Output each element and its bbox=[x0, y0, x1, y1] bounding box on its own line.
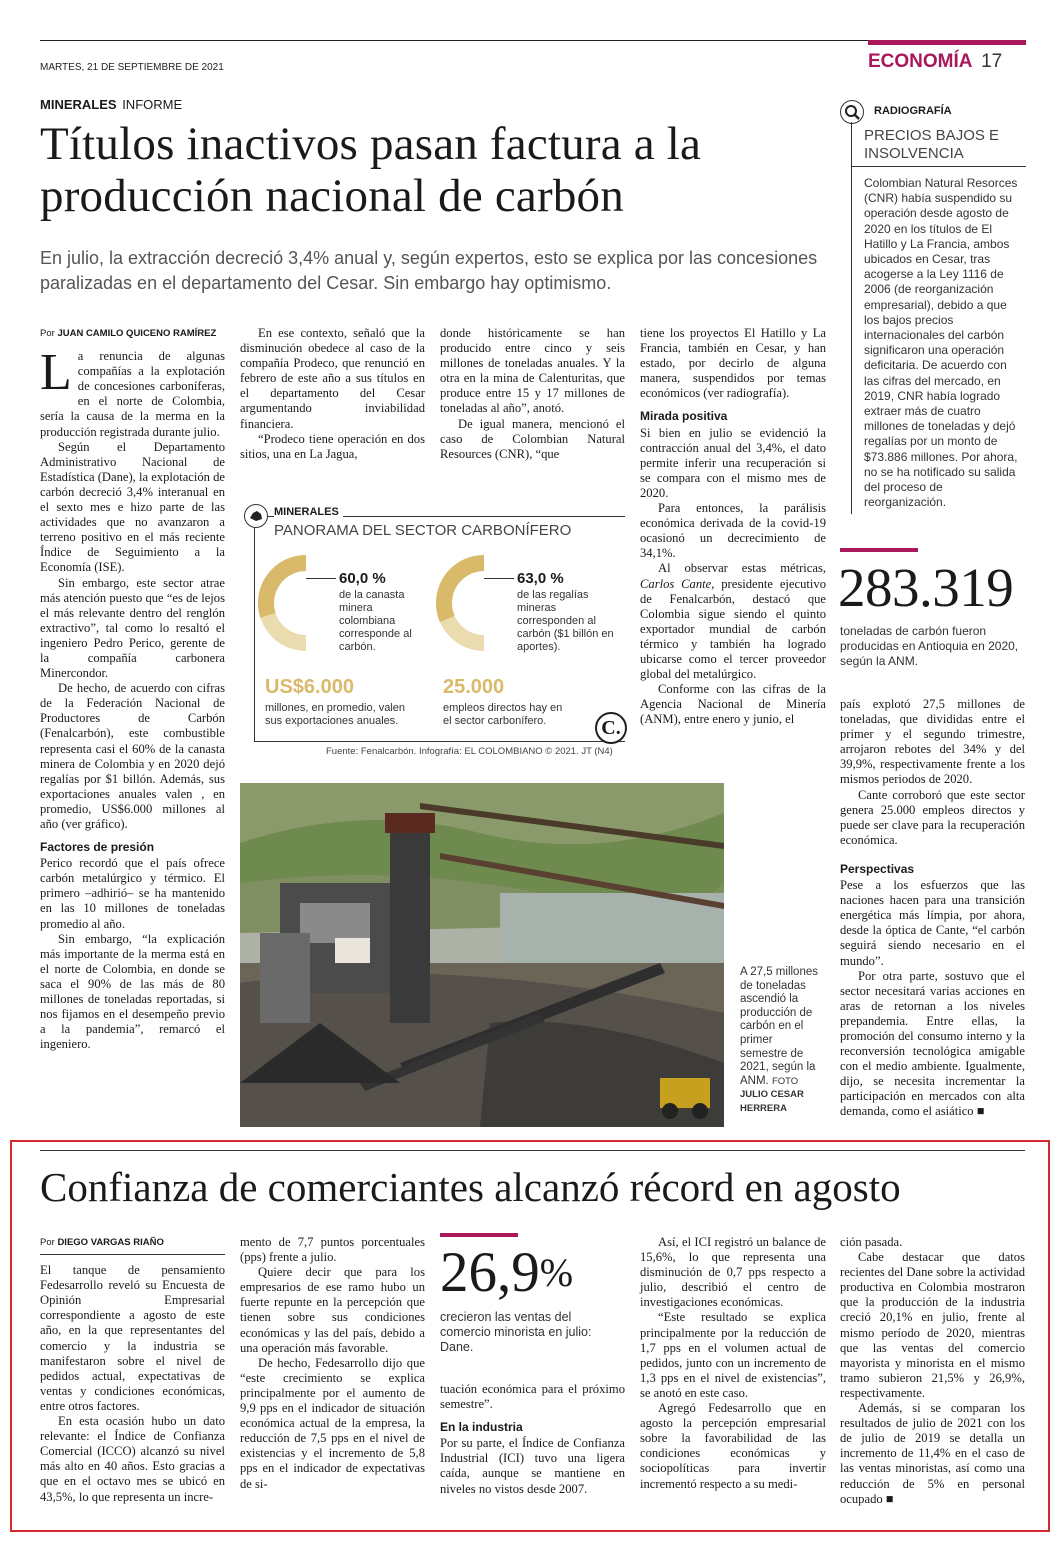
infographic-kicker: MINERALES bbox=[274, 506, 343, 518]
logo-text: C. bbox=[601, 717, 621, 739]
article-column-1 bbox=[40, 1235, 225, 1505]
paragraph: El tanque de pensamiento Fedesarrollo reveló su Encuesta de Opinión Empresarial correspondiente a agosto de este año, en la que representantes del comercio y la industria se manifestaron sobre el nivel de pedidos actual, expectativas de ventas y condiciones económicas, entre otros factores. bbox=[40, 1263, 225, 1413]
paragraph: Sin embargo, “la explicación más importante de la merma está en el norte de Colombia, en donde se saca el 90% de las más de 80 millones de toneladas reportadas, si nos fijamos en el desempeño previo a la pandemia”, remarcó el ingeniero. bbox=[40, 931, 225, 1052]
paragraph: De hecho, Fedesarrollo dijo que “este crecimiento se explica principalmente por el aumento de 9,9 pps en el indicador de situación económica actual de la empresa, la reducción de 7,5 pps en el nivel de existencias y el incremento de 5,8 pps en el indicador de expectativas de si- bbox=[240, 1355, 425, 1491]
section-name: ECONOMÍA bbox=[868, 51, 972, 72]
byline bbox=[40, 326, 225, 341]
title-underline bbox=[851, 166, 1026, 167]
paragraph: Para entonces, la parálisis económica derivada de la covid-19 ocasionó un decrecimiento de 34,1%. bbox=[640, 501, 826, 561]
paragraph: ción pasada. bbox=[840, 1235, 903, 1249]
article-column-4 bbox=[640, 1235, 826, 1492]
pointer-line bbox=[484, 578, 514, 579]
article-column-5 bbox=[840, 1235, 1025, 1507]
person-name: Carlos Cante bbox=[640, 576, 712, 591]
subhead: Perspectivas bbox=[840, 861, 915, 876]
article-column-2 bbox=[240, 326, 425, 462]
stat-text: de la canasta minera colombiana corresponde al carbón. bbox=[339, 589, 412, 653]
caption-foto-label: FOTO bbox=[771, 1075, 799, 1087]
paragraph: Cante corroboró que este sector genera 25.000 empleos directos y puede ser clave para la recuperación económica. bbox=[840, 787, 1025, 847]
byline-prefix: Por bbox=[40, 1237, 55, 1248]
byline bbox=[40, 1235, 225, 1250]
drop-cap: L bbox=[40, 344, 72, 402]
photo-credit: JULIO CESAR HERRERA bbox=[740, 1089, 804, 1114]
text: Al observar estas métricas, bbox=[658, 561, 826, 576]
text: , presidente ejecutivo de Fenalcarbón, destacó que Colombia sigue siendo el quinto exportador mundial de carbón térmico y también ha logrado ubicarse como el tercer proveedor global del metalúrgico. bbox=[640, 576, 826, 682]
section-tab-bar bbox=[868, 40, 1026, 45]
publisher-logo bbox=[595, 712, 627, 744]
stat-text: empleos directos hay en el sector carbonífero. bbox=[443, 702, 563, 727]
magnifier-icon bbox=[840, 100, 864, 124]
photo-caption bbox=[740, 966, 818, 1116]
paragraph: Si bien en julio se evidenció la contracción anual del 3,4%, el dato permite inferir una recuperación si se compara con el mismo mes de 2020. bbox=[640, 425, 826, 500]
paragraph: Por otra parte, sostuvo que el sector necesitará varias acciones en aras de retornan a los niveles prepandemia. Entre ellas, la promoción del consumo interno y la reconversión tecnológica amigable con el medio ambiente. Igualmente, dijo, se necesita incrementar la participación en mercados con alta demanda, como el asiático ■ bbox=[840, 968, 1025, 1119]
paragraph: Así, el ICI registró un balance de 15,6%, lo que representa una disminución de 0,7 pps respecto a julio, describió el centro de investigaciones económicas. bbox=[640, 1235, 826, 1310]
paragraph bbox=[40, 344, 225, 440]
article-column-4 bbox=[640, 326, 826, 727]
paragraph: donde históricamente se han producido entre cinco y seis millones de toneladas anuales. Y la otra en la mina de Calenturitas, que produce entre 15 y 17 millones de toneladas al año”, anotó. bbox=[440, 326, 625, 416]
paragraph: En esta ocasión hubo un dato relevante: el Índice de Confianza Comercial (ICCO) alcanzó su nivel más alto en 40 años. Esto gracias a que en el octavo mes se ubicó en 43,5%, lo que representa un incre- bbox=[40, 1414, 225, 1504]
paragraph: Sin embargo, este sector atrae más atención puesto que “es de lejos el más relevante dentro del renglón extractivo”, tal como lo resaltó el ingeniero Pedro Perico, gerente de la compañía carbonera Minercondor. bbox=[40, 575, 225, 681]
donut-fill bbox=[266, 563, 306, 615]
subhead: Factores de presión bbox=[40, 840, 155, 855]
donut-chart-1 bbox=[248, 548, 338, 658]
stat-number bbox=[440, 1243, 573, 1303]
donut-chart-2 bbox=[426, 548, 516, 658]
byline-author: JUAN CAMILO QUICENO RAMÍREZ bbox=[57, 328, 217, 339]
paragraph: tuación económica para el próximo semestre”. bbox=[440, 1382, 625, 1412]
stat-text: de las regalías mineras corresponden al carbón ($1 billón en aportes). bbox=[517, 589, 614, 653]
callout-accent-bar bbox=[840, 548, 918, 552]
article-headline: Confianza de comerciantes alcanzó récord en agosto bbox=[40, 1164, 901, 1210]
article-column-5 bbox=[840, 697, 1025, 1120]
article-column-3 bbox=[440, 1382, 625, 1497]
coal-icon bbox=[244, 504, 268, 528]
paragraph: “Prodeco tiene operación en dos sitios, una en La Jagua, bbox=[240, 431, 425, 461]
paragraph: Conforme con las cifras de la Agencia Nacional de Minería (ANM), entre enero y junio, el bbox=[640, 682, 826, 727]
paragraph: Cabe destacar que datos recientes del Dane sobre la actividad productiva en Colombia mostraron que la producción de la industria creció 20,1% en julio, frente al mismo período de 2020, mientras que las ventas del comercio mayorista y minorista en el mismo tramo subieron 21,5% y 26,9%, respectivamente. bbox=[840, 1250, 1025, 1400]
page-number: 17 bbox=[981, 51, 1003, 72]
paragraph: Pese a los esfuerzos que las naciones hacen para una transición energética más límpia, por ahora, desde la óptica de Cante, “el carbón seguirá siendo necesario en el mundo”. bbox=[840, 878, 1025, 968]
stat-text: millones, en promedio, valen sus exportaciones anuales. bbox=[265, 702, 406, 727]
section-label bbox=[868, 51, 1002, 73]
caption-text: A 27,5 millones de toneladas ascendió la producción de carbón en el primer semestre de 2021, según la ANM. bbox=[740, 966, 818, 1087]
stat-percent: 60,0 % bbox=[339, 570, 386, 587]
kicker bbox=[40, 97, 182, 112]
paragraph: tiene los proyectos El Hatillo y La Francia, también en Cesar, y han estado, por decirlo de alguna manera, suspendidos por temas económicos (ver radiografía). bbox=[640, 326, 826, 401]
paragraph-text: a renuncia de algunas compañías a la explotación de concesiones carboníferas, en el norte de Colombia, sería la causa de la merma en la producción registrada durante julio. bbox=[40, 349, 225, 439]
coal-mine-photo bbox=[240, 783, 724, 1127]
callout-number: 283.319 bbox=[838, 557, 1014, 618]
issue-date: MARTES, 21 DE SEPTIEMBRE DE 2021 bbox=[40, 62, 224, 73]
byline-rule bbox=[40, 1254, 225, 1255]
pointer-line bbox=[306, 578, 336, 579]
paragraph: En ese contexto, señaló que la disminución obedece al caso de la compañía Prodeco, que renunció en febrero de este año a sus títulos en el departamento del Cesar argumentando inviabilidad financiera. bbox=[240, 326, 425, 431]
kicker-bold: MINERALES bbox=[40, 97, 117, 112]
infographic-source: Fuente: Fenalcarbón. Infografía: EL COLOMBIANO © 2021. JT (N4) bbox=[326, 746, 613, 757]
article-headline: Títulos inactivos pasan factura a la producción nacional de carbón bbox=[40, 118, 702, 222]
byline-author: DIEGO VARGAS RIAÑO bbox=[57, 1237, 164, 1248]
radiografia-label: RADIOGRAFÍA bbox=[874, 105, 952, 117]
paragraph: país explotó 27,5 millones de toneladas, que divididas entre el primer y el segundo trimestre, arrojaron rebotes del 34% y del 39,9%, respectivamente frente a los mismos periodos de 2020. bbox=[840, 697, 1025, 787]
infographic-title: PANORAMA DEL SECTOR CARBONÍFERO bbox=[274, 522, 572, 539]
article-divider bbox=[40, 1150, 1025, 1151]
subhead: En la industria bbox=[440, 1420, 523, 1435]
callout-text: toneladas de carbón fueron producidas en Antioquia en 2020, según la ANM. bbox=[840, 624, 1019, 668]
subhead: Mirada positiva bbox=[640, 409, 728, 424]
infographic bbox=[240, 496, 625, 766]
radiografia-title: PRECIOS BAJOS E INSOLVENCIA bbox=[864, 127, 1000, 162]
paragraph: Según el Departamento Administrativo Nacional de Estadística (Dane), la explotación de carbón decreció 3,4% interanual en el sexto mes e hizo parte de las actividades que no avanzaron a terreno positivo en el más reciente Índice de Seguimiento a la Economía (ISE). bbox=[40, 439, 225, 575]
photo-illustration bbox=[240, 783, 724, 1127]
radiografia-text: Colombian Natural Resorces (CNR) había suspendido su operación desde agosto de 2020 en los títulos de El Hatillo y La Francia, ambos ubicados en Cesar, tras acogerse a la Ley 1116 de 2006 (de reorganización empresarial), debido a que los bajos precios internacionales del carbón significaron una operación deficitaria. De acuerdo con las cifras del mercado, en 2019, CNR había logrado extraer más de cuatro millones de toneladas y dejó regalías por un monto de $73.886 millones. Por ahora, no se ha notificado su salida del proceso de reorganización. bbox=[864, 176, 1018, 510]
paragraph: Perico recordó que el país ofrece carbón metalúrgico y térmico. El primero –adhirió– se ha mantenido en las 10 millones de toneladas promedio al año. bbox=[40, 856, 225, 931]
paragraph: Por su parte, el Índice de Confianza Industrial (ICI) tuvo una ligera caída, aunque se mantiene en niveles no vistos desde 2007. bbox=[440, 1436, 625, 1496]
stat-value: 26,9 bbox=[440, 1241, 540, 1304]
paragraph: De igual manera, mencionó el caso de Colombian Natural Resources (CNR), “que bbox=[440, 416, 625, 461]
stat-unit: % bbox=[539, 1250, 574, 1295]
sidebar-vertical-rule bbox=[851, 122, 852, 514]
paragraph: Agregó Fedesarrollo que en agosto la percepción empresarial sobre la favorabilidad de las condiciones económicas y sociopolíticas para invertir incrementó respecto a su medi- bbox=[640, 1401, 826, 1491]
article-column-2 bbox=[240, 1235, 425, 1492]
stat-text: crecieron las ventas del comercio minorista en julio: Dane. bbox=[440, 1310, 592, 1354]
paragraph bbox=[640, 561, 826, 682]
paragraph: “Este resultado se explica principalmente por la reducción de 1,7 pps en el volumen actual de pedidos, junto con un incremento de 1,3 pps en el nivel de existencias”, se anotó en este caso. bbox=[640, 1310, 826, 1400]
stat-value: US$6.000 bbox=[265, 676, 354, 698]
paragraph: Además, si se comparan los resultados de julio de 2021 con los de julio de 2019 se detalla un incremento de 11,4% en el caso de las ventas minoristas, así como una reducción de 5% en personal ocupado ■ bbox=[840, 1401, 1025, 1506]
stat-accent-bar bbox=[440, 1233, 518, 1237]
kicker-light: INFORME bbox=[122, 97, 183, 112]
stat-percent: 63,0 % bbox=[517, 570, 564, 587]
radiografia-sidebar bbox=[840, 100, 1030, 520]
article-column-1 bbox=[40, 326, 225, 1052]
article-deck: En julio, la extracción decreció 3,4% anual y, según expertos, esto se explica por las concesiones paralizadas en el departamento del Cesar. Sin embargo hay optimismo. bbox=[40, 248, 818, 293]
paragraph: De hecho, de acuerdo con cifras de la Federación Nacional de Productores de Carbón (Fenalcarbón), este combustible representa casi el 60% de la canasta minera de Colombia y en 2020 dejó regalías por $1 billón. Además, sus exportaciones anuales valen , en promedio, US$6.000 millones al año (ver gráfico). bbox=[40, 681, 225, 831]
article-column-3 bbox=[440, 326, 625, 462]
byline-prefix: Por bbox=[40, 328, 55, 339]
donut-fill bbox=[444, 563, 484, 619]
paragraph: Quiere decir que para los empresarios de ese ramo hubo un fuerte repunte en la percepción que tienen sobre sus condiciones económicas y las del país, debido a una operación más favorable. bbox=[240, 1265, 425, 1355]
paragraph: mento de 7,7 puntos porcentuales (pps) frente a julio. bbox=[240, 1235, 425, 1265]
stat-value: 25.000 bbox=[443, 676, 505, 698]
